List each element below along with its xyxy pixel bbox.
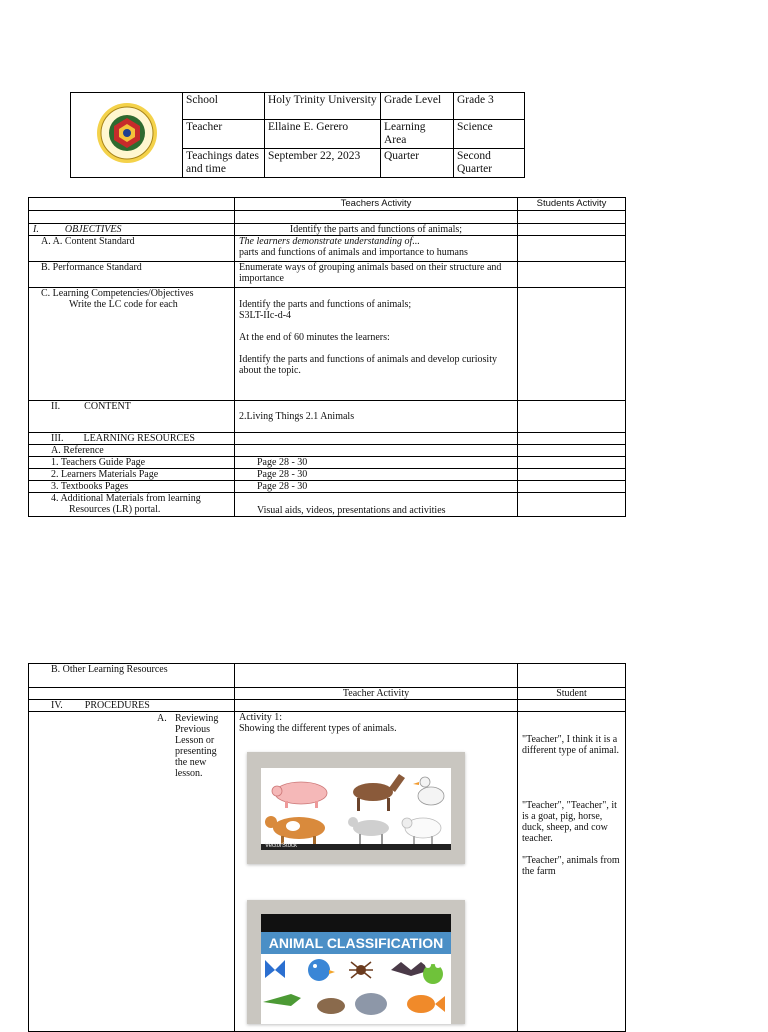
activity-title: Activity 1: [239, 712, 283, 723]
competencies-value: Identify the parts and functions of animals; S3LT-IIc-d-4 At the end of 60 minutes the learners: Identify the parts and functions of animals and develop curiosity about the topic. [235, 288, 518, 401]
image-watermark: VectorStock [265, 843, 298, 849]
area-label: Learning Area [381, 120, 454, 149]
teachers-guide-label: 1. Teachers Guide Page [29, 457, 235, 469]
content-standard-label: A. A. Content Standard [29, 236, 235, 262]
area-value: Science [454, 120, 525, 149]
dates-label: Teachings dates and time [183, 149, 265, 178]
textbooks-value: Page 28 - 30 [235, 481, 518, 493]
university-seal-logo [96, 102, 158, 164]
farm-animals-illustration [261, 768, 451, 850]
header-table [70, 92, 525, 178]
other-resources-label: B. Other Learning Resources [29, 664, 235, 688]
textbooks-label: 3. Textbooks Pages [29, 481, 235, 493]
student-response-2: "Teacher", "Teacher", it is a goat, pig, horse, duck, sheep, and cow teacher. [522, 800, 617, 844]
objectives-value: Identify the parts and functions of animals; [235, 224, 518, 236]
student-response-3: "Teacher", animals from the farm [522, 855, 620, 877]
teachers-activity-header: Teachers Activity [235, 198, 518, 211]
performance-standard-value: Enumerate ways of grouping animals based on their structure and importance [235, 262, 518, 288]
learners-materials-value: Page 28 - 30 [235, 469, 518, 481]
additional-materials-value: Visual aids, videos, presentations and activities [235, 493, 518, 517]
lesson-plan-table [28, 197, 626, 517]
animal-classification-image [247, 900, 465, 1024]
content-standard-value: The learners demonstrate understanding of... parts and functions of animals and importance to humans [235, 236, 518, 262]
quarter-value: Second Quarter [454, 149, 525, 178]
objectives-heading: I. OBJECTIVES [29, 224, 235, 236]
resources-heading: III. LEARNING RESOURCES [29, 433, 235, 445]
grade-label: Grade Level [381, 93, 454, 120]
review-text: Reviewing Previous Lesson or presenting the new lesson. [175, 713, 219, 779]
learners-materials-label: 2. Learners Materials Page [29, 469, 235, 481]
logo-cell [71, 93, 183, 178]
activity-description: Showing the different types of animals. [239, 723, 397, 734]
content-value: 2.Living Things 2.1 Animals [235, 401, 518, 433]
students-activity-header: Students Activity [518, 198, 626, 211]
student-header: Student [518, 688, 626, 700]
image-top-bar [261, 914, 451, 932]
quarter-label: Quarter [381, 149, 454, 178]
student-response-1: "Teacher", I think it is a different type of animal. [522, 734, 620, 756]
review-cell [29, 712, 235, 1032]
additional-materials-label: 4. Additional Materials from learning Resources (LR) portal. [29, 493, 235, 517]
procedures-heading: IV. PROCEDURES [29, 700, 235, 712]
competencies-label: C. Learning Competencies/Objectives Write the LC code for each [29, 288, 235, 401]
teachers-guide-value: Page 28 - 30 [235, 457, 518, 469]
teacher-activity-header: Teacher Activity [235, 688, 518, 700]
school-value: Holy Trinity University [265, 93, 381, 120]
performance-standard-label: B. Performance Standard [29, 262, 235, 288]
grade-value: Grade 3 [454, 93, 525, 120]
teacher-label: Teacher [183, 120, 265, 149]
school-label: School [183, 93, 265, 120]
animal-classification-title: ANIMAL CLASSIFICATION [261, 932, 451, 954]
review-letter: A. [157, 713, 167, 724]
classification-animals-illustration [261, 954, 451, 1024]
reference-label: A. Reference [29, 445, 235, 457]
content-heading: II. CONTENT [29, 401, 235, 433]
teacher-value: Ellaine E. Gerero [265, 120, 381, 149]
dates-value: September 22, 2023 [265, 149, 381, 178]
farm-animals-image [247, 752, 465, 864]
student-responses-cell [518, 712, 626, 1032]
